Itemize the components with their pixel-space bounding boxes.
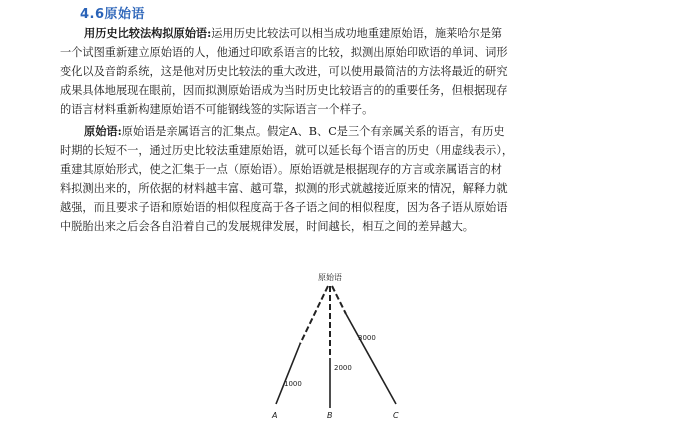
branch-a-years: 1000	[284, 380, 302, 388]
paragraph-1-line-4: 成果具体地展现在眼前，因而拟测原始语成为当时历史比较语言的的重要任务，但根据现存	[60, 84, 508, 97]
paragraph-2-line-2: 时期的长短不一，通过历史比较法重建原始语，就可以延长每个语言的历史（用虚线表示），	[60, 144, 514, 157]
section-title: 4.6原始语	[80, 7, 146, 22]
paragraph-2-line-1	[60, 122, 632, 141]
branch-c-dashed	[332, 286, 346, 314]
paragraph-2-line-4: 料拟测出来的，所依据的材料越丰富、越可靠，拟测的形式就越接近原来的情况，解释力就	[60, 182, 508, 195]
diagram-svg	[250, 262, 430, 422]
branch-b-label: B	[327, 411, 333, 420]
branch-c-solid	[346, 314, 396, 404]
branch-a-solid	[276, 344, 300, 404]
paragraph-1-line-5: 的语言材料重新构建原始语不可能钢线签的实际语言一个样子。	[60, 103, 374, 116]
branch-c-label: C	[393, 411, 399, 420]
proto-language-diagram	[250, 262, 430, 422]
diagram-top-label: 原始语	[318, 273, 342, 282]
paragraph-2-line-3: 重建其原始形式，使之汇集于一点（原始语）。原始语就是根据现存的方言或亲属语言的材	[60, 163, 502, 176]
body-text	[60, 24, 632, 236]
branch-a-dashed	[300, 286, 328, 344]
paragraph-2-line-1-text: 原始语是亲属语言的汇集点。假定A、B、C是三个有亲属关系的语言，有历史	[121, 125, 505, 138]
branch-b-years: 2000	[334, 364, 352, 372]
paragraph-1-line-1-text: 运用历史比较法可以相当成功地重建原始语，施莱哈尔是第	[211, 27, 503, 40]
branch-a-label: A	[272, 411, 278, 420]
paragraph-1-line-1	[60, 24, 632, 43]
branch-c-years: 3000	[358, 334, 376, 342]
paragraph-1-line-3: 变化以及音韵系统，这是他对历史比较法的重大改进，可以使用最简洁的方法将最近的研究	[60, 65, 508, 78]
paragraph-1-heading: 用历史比较法构拟原始语:	[84, 26, 212, 40]
paragraph-2-line-6: 中脱胎出来之后会各自沿着自己的发展规律发展，时间越长，相互之间的差异越大。	[60, 220, 474, 233]
paragraph-2-heading: 原始语:	[84, 124, 122, 138]
paragraph-1-line-2: 一个试图重新建立原始语的人，他通过印欧系语言的比较，拟测出原始印欧语的单词、词形	[60, 46, 508, 59]
paragraph-2-line-5: 越强，而且要求子语和原始语的相似程度高于各子语之间的相似程度，因为各子语从原始语	[60, 201, 508, 214]
